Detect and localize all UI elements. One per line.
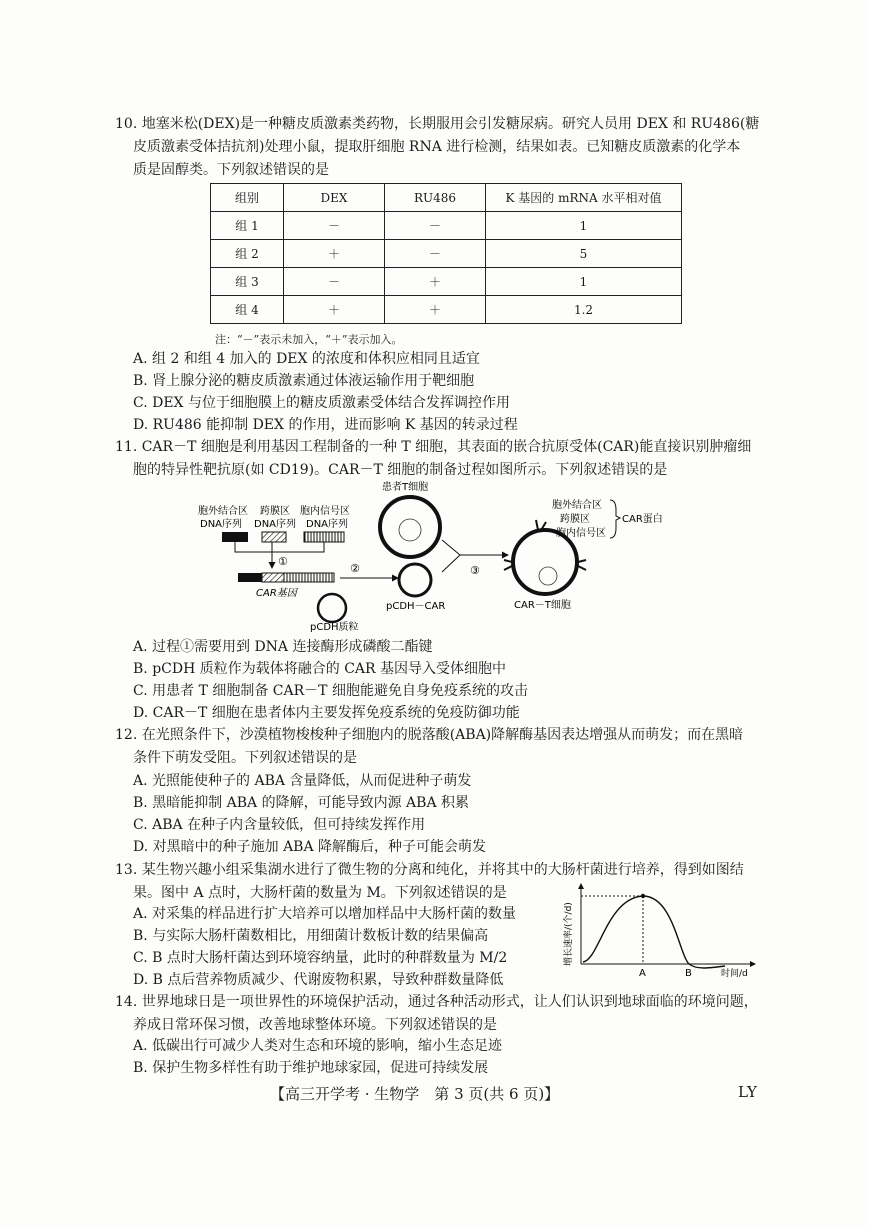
table-cell: 组 2 <box>211 240 284 268</box>
q12-option-c: C. ABA 在种子内含量较低，但可持续发挥作用 <box>133 817 426 833</box>
seg1-sub-label: DNA序列 <box>200 519 243 530</box>
q10-option-c: C. DEX 与位于细胞膜上的糖皮质激素受体结合发挥调控作用 <box>133 395 510 411</box>
table-cell: － <box>284 212 385 240</box>
seg1-block <box>222 532 248 542</box>
q13-option-b: B. 与实际大肠杆菌数相比，用细菌计数板计数的结果偏高 <box>133 928 489 944</box>
table-cell: 1.2 <box>486 296 682 324</box>
table-header: DEX <box>284 184 385 212</box>
car-gene-black <box>238 573 262 582</box>
car-t-label: CAR－T细胞 <box>514 600 571 611</box>
q13-option-d: D. B 点后营养物质减少、代谢废物积累，导致种群数量降低 <box>133 972 504 988</box>
q11-car-t-diagram <box>190 480 663 633</box>
q14-stem-line-2: 养成日常环保习惯，改善地球整体环境。下列叙述错误的是 <box>133 1017 497 1033</box>
table-header-row <box>211 184 682 212</box>
q10-option-a: A. 组 2 和组 4 加入的 DEX 的浓度和体积应相同且适宜 <box>133 351 480 367</box>
table-cell: ＋ <box>385 268 486 296</box>
q12-option-a: A. 光照能使种子的 ABA 含量降低，从而促进种子萌发 <box>133 773 472 789</box>
table-cell: － <box>385 240 486 268</box>
x-axis-label: 时间/d <box>721 969 748 979</box>
q11-option-c: C. 用患者 T 细胞制备 CAR－T 细胞能避免自身免疫系统的攻击 <box>133 683 528 699</box>
seg2-sub-label: DNA序列 <box>254 519 297 530</box>
q12-stem-line-2: 条件下萌发受阻。下列叙述错误的是 <box>133 750 357 766</box>
point-b-label: B <box>685 968 692 979</box>
table-cell: － <box>284 268 385 296</box>
q13-stem-line-2: 果。图中 A 点时，大肠杆菌的数量为 M。下列叙述错误的是 <box>133 885 507 901</box>
patient-t-cell <box>380 497 440 557</box>
q11-option-a: A. 过程①需要用到 DNA 连接酶形成磷酸二酯键 <box>133 639 433 655</box>
step2-label: ② <box>350 562 360 575</box>
step3-label: ③ <box>470 564 480 577</box>
q12-stem-line-1: 12. 在光照条件下，沙漠植物梭梭种子细胞内的脱落酸(ABA)降解酶基因表达增强从而萌发；而在黑暗 <box>115 727 744 743</box>
q12-option-b: B. 黑暗能抑制 ABA 的降解，可能导致内源 ABA 积累 <box>133 795 470 811</box>
patient-t-label: 患者T细胞 <box>382 482 429 493</box>
growth-rate-curve <box>583 896 725 968</box>
car-receptor-right <box>578 560 586 570</box>
q11-option-b: B. pCDH 质粒作为载体将融合的 CAR 基因导入受体细胞中 <box>133 661 507 677</box>
q10-stem-line-2: 皮质激素受体拮抗剂)处理小鼠，提取肝细胞 RNA 进行检测，结果如表。已知糖皮质激素的化学本 <box>133 139 741 155</box>
table-cell: ＋ <box>284 240 385 268</box>
q13-stem-line-1: 13. 某生物兴趣小组采集湖水进行了微生物的分离和纯化，并将其中的大肠杆菌进行培养，得到如图结 <box>115 862 744 878</box>
q11-option-d: D. CAR－T 细胞在患者体内主要发挥免疫系统的免疫防御功能 <box>133 705 520 721</box>
table-row <box>211 240 682 268</box>
q12-option-d: D. 对黑暗中的种子施加 ABA 降解酶后，种子可能会萌发 <box>133 839 487 855</box>
q13-growth-rate-chart <box>555 880 770 980</box>
q14-option-b: B. 保护生物多样性有助于维护地球家园，促进可持续发展 <box>133 1060 489 1076</box>
y-axis-label: 增长速率/(个/d) <box>564 902 574 966</box>
peak-point <box>641 894 645 898</box>
table-row <box>211 212 682 240</box>
table-header: RU486 <box>385 184 486 212</box>
table-cell: 1 <box>486 268 682 296</box>
recombinant-label: pCDH－CAR <box>386 601 446 612</box>
intra-domain-label: 胞内信号区 <box>556 528 606 539</box>
seg1-label: 胞外结合区 <box>198 506 248 517</box>
q11-stem-line-2: 胞的特异性靶抗原(如 CD19)。CAR－T 细胞的制备过程如图所示。下列叙述错误的是 <box>133 462 668 478</box>
q11-stem-line-1: 11. CAR－T 细胞是利用基因工程制备的一种 T 细胞，其表面的嵌合抗原受体(CAR)能直接识别肿瘤细 <box>115 439 752 455</box>
plasmid-circle <box>318 594 346 622</box>
patient-t-nucleus <box>399 519 421 541</box>
car-gene-hatch <box>262 573 284 582</box>
plasmid-label: pCDH质粒 <box>310 622 359 633</box>
q13-option-a: A. 对采集的样品进行扩大培养可以增加样品中大肠杆菌的数量 <box>133 906 517 922</box>
recombinant-plasmid <box>399 564 431 596</box>
q10-data-table <box>210 183 682 324</box>
trans-domain-label: 跨膜区 <box>560 514 590 525</box>
q10-option-d: D. RU486 能抑制 DEX 的作用，进而影响 K 基因的转录过程 <box>133 417 518 433</box>
car-receptor-left <box>504 560 512 570</box>
seg2-block <box>262 532 286 542</box>
q14-option-a: A. 低碳出行可减少人类对生态和环境的影响，缩小生态足迹 <box>133 1038 503 1054</box>
table-cell: 1 <box>486 212 682 240</box>
q10-stem <box>115 113 759 182</box>
q10-table-note: 注：“－”表示未加入，“＋”表示加入。 <box>215 333 403 346</box>
q10-option-b: B. 肾上腺分泌的糖皮质激素通过体液运输作用于靶细胞 <box>133 373 475 389</box>
domain-brace <box>610 500 620 538</box>
table-cell: 组 1 <box>211 212 284 240</box>
q12-stem <box>115 724 743 770</box>
q14-stem-line-1: 14. 世界地球日是一项世界性的环境保护活动，通过各种活动形式，让人们认识到地球面临的环境问题， <box>115 994 758 1010</box>
seg2-label: 跨膜区 <box>260 506 290 517</box>
table-cell: 5 <box>486 240 682 268</box>
table-header: 组别 <box>211 184 284 212</box>
q13-option-c: C. B 点时大肠杆菌达到环境容纳量，此时的种群数量为 M/2 <box>133 950 508 966</box>
table-cell: － <box>385 212 486 240</box>
q14-stem <box>115 991 758 1037</box>
step1-label: ① <box>278 555 288 568</box>
seg3-label: 胞内信号区 <box>300 506 350 517</box>
page-code: LY <box>738 1083 757 1101</box>
car-t-nucleus <box>539 567 557 585</box>
car-gene-lines <box>284 573 334 582</box>
seg3-sub-label: DNA序列 <box>306 519 349 530</box>
q10-stem-line-1: 10. 地塞米松(DEX)是一种糖皮质激素类药物，长期服用会引发糖尿病。研究人员用 DEX 和 RU486(糖 <box>115 116 760 132</box>
extra-domain-label: 胞外结合区 <box>552 500 602 511</box>
table-row <box>211 268 682 296</box>
seg3-block <box>304 532 344 542</box>
page-footer: 【高三开学考 · 生物学 第 3 页(共 6 页)】 <box>270 1085 560 1103</box>
q11-stem <box>115 436 751 482</box>
table-cell: ＋ <box>385 296 486 324</box>
table-cell: ＋ <box>284 296 385 324</box>
car-protein-label: CAR蛋白 <box>622 514 663 525</box>
table-header: K 基因的 mRNA 水平相对值 <box>486 184 682 212</box>
point-a-label: A <box>639 968 646 979</box>
table-cell: 组 3 <box>211 268 284 296</box>
q10-stem-line-3: 质是固醇类。下列叙述错误的是 <box>133 162 329 178</box>
table-cell: 组 4 <box>211 296 284 324</box>
car-gene-label: CAR基因 <box>256 588 297 599</box>
table-row <box>211 296 682 324</box>
